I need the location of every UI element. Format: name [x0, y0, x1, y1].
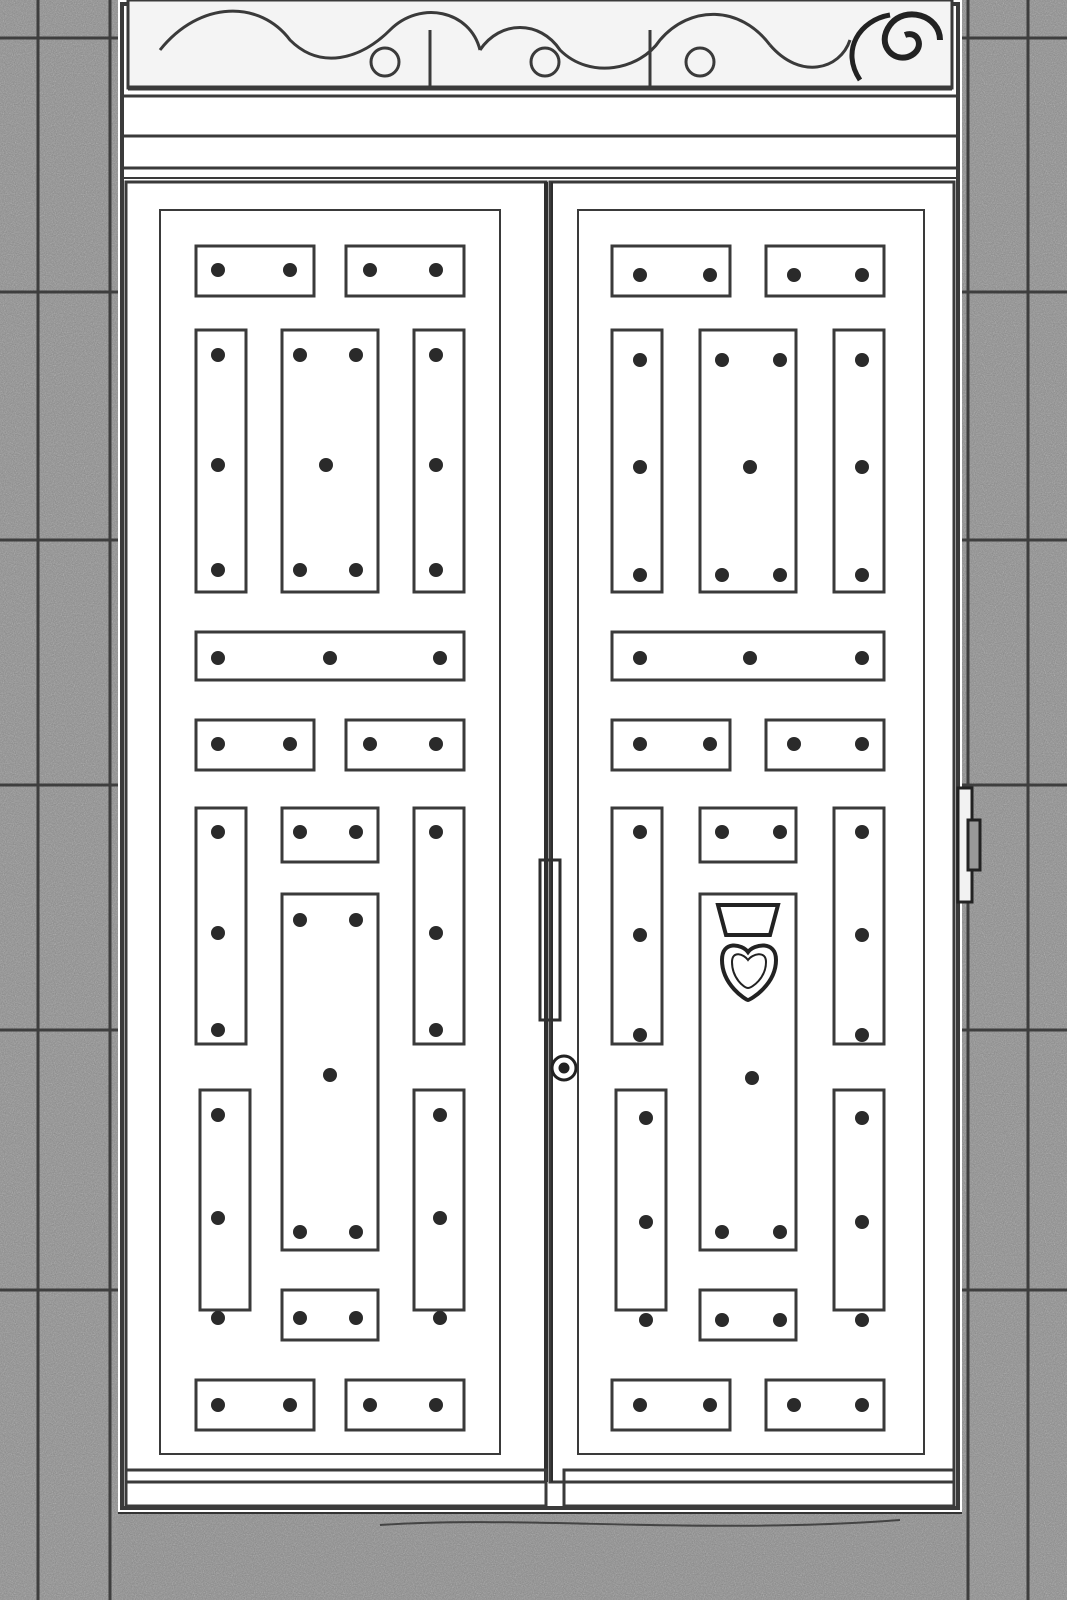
door-stud: [211, 1311, 225, 1325]
door-stud: [787, 268, 801, 282]
door-stud: [633, 568, 647, 582]
door-stud: [293, 348, 307, 362]
door-stud: [703, 268, 717, 282]
door-stud: [773, 568, 787, 582]
door-stud: [703, 1398, 717, 1412]
door-stud: [211, 1108, 225, 1122]
door-stud: [745, 1071, 759, 1085]
door-stud: [211, 563, 225, 577]
door-stud: [211, 1211, 225, 1225]
door-stud: [211, 263, 225, 277]
door-stud: [773, 1225, 787, 1239]
door-stud: [211, 1398, 225, 1412]
door-stud: [639, 1215, 653, 1229]
door-stud: [633, 825, 647, 839]
door-stud: [633, 1398, 647, 1412]
door-stud: [349, 913, 363, 927]
door-stud: [715, 1313, 729, 1327]
door-stud: [855, 825, 869, 839]
door-stud: [363, 737, 377, 751]
transom-ironwork: [128, 0, 952, 88]
door-stud: [855, 651, 869, 665]
door-stud: [715, 1225, 729, 1239]
door-stud: [715, 825, 729, 839]
door-stud: [293, 825, 307, 839]
door-stud: [283, 263, 297, 277]
door-stud: [787, 737, 801, 751]
door-stud: [715, 568, 729, 582]
door-stud: [855, 1111, 869, 1125]
door-stud: [633, 928, 647, 942]
stone-wall-right: [962, 0, 1067, 1600]
door-stud: [633, 1028, 647, 1042]
door-stud: [855, 1028, 869, 1042]
door-stud: [429, 263, 443, 277]
door-stud: [349, 1311, 363, 1325]
door-stud: [429, 1023, 443, 1037]
door-stud: [743, 460, 757, 474]
door-stud: [211, 651, 225, 665]
door-stud: [349, 1225, 363, 1239]
door-stud: [293, 913, 307, 927]
door-stud: [211, 825, 225, 839]
door-stud: [855, 1215, 869, 1229]
door-stud: [855, 353, 869, 367]
door-stud: [363, 263, 377, 277]
door-stud: [639, 1313, 653, 1327]
door-stud: [429, 825, 443, 839]
door-stud: [633, 737, 647, 751]
door-stud: [293, 1311, 307, 1325]
door-stud: [211, 1023, 225, 1037]
door-stud: [855, 1398, 869, 1412]
door-stud: [429, 737, 443, 751]
door-stud: [349, 563, 363, 577]
door-stud: [433, 651, 447, 665]
door-stud: [639, 1111, 653, 1125]
door-stud: [633, 353, 647, 367]
door-stud: [429, 563, 443, 577]
door-stud: [429, 348, 443, 362]
door-stud: [211, 348, 225, 362]
door-stud: [633, 651, 647, 665]
door-stud: [787, 1398, 801, 1412]
door-stud: [349, 825, 363, 839]
door-stud: [855, 268, 869, 282]
door-stud: [433, 1211, 447, 1225]
door-stud: [773, 825, 787, 839]
door-stud: [855, 1313, 869, 1327]
door-stud: [283, 737, 297, 751]
door-stud: [855, 460, 869, 474]
door-stud: [323, 651, 337, 665]
door-stud: [633, 460, 647, 474]
door-stud: [319, 458, 333, 472]
door-stud: [715, 353, 729, 367]
door-stud: [433, 1311, 447, 1325]
door-stud: [211, 458, 225, 472]
door-stud: [349, 348, 363, 362]
door-stud: [283, 1398, 297, 1412]
door-stud: [703, 737, 717, 751]
threshold-step: [118, 1512, 962, 1600]
door-stud: [855, 568, 869, 582]
door-stud: [211, 926, 225, 940]
door-stud: [363, 1398, 377, 1412]
door-stud: [855, 928, 869, 942]
door-stud: [323, 1068, 337, 1082]
door-stud: [211, 737, 225, 751]
door-stud: [429, 926, 443, 940]
door-stud: [293, 563, 307, 577]
door-stud: [773, 353, 787, 367]
door-stud: [293, 1225, 307, 1239]
door-stud: [633, 268, 647, 282]
stone-wall-left: [0, 0, 118, 1600]
door-stud: [855, 737, 869, 751]
door-stud: [429, 458, 443, 472]
door-stud: [429, 1398, 443, 1412]
door-stud: [743, 651, 757, 665]
door-stud: [773, 1313, 787, 1327]
door-stud: [433, 1108, 447, 1122]
